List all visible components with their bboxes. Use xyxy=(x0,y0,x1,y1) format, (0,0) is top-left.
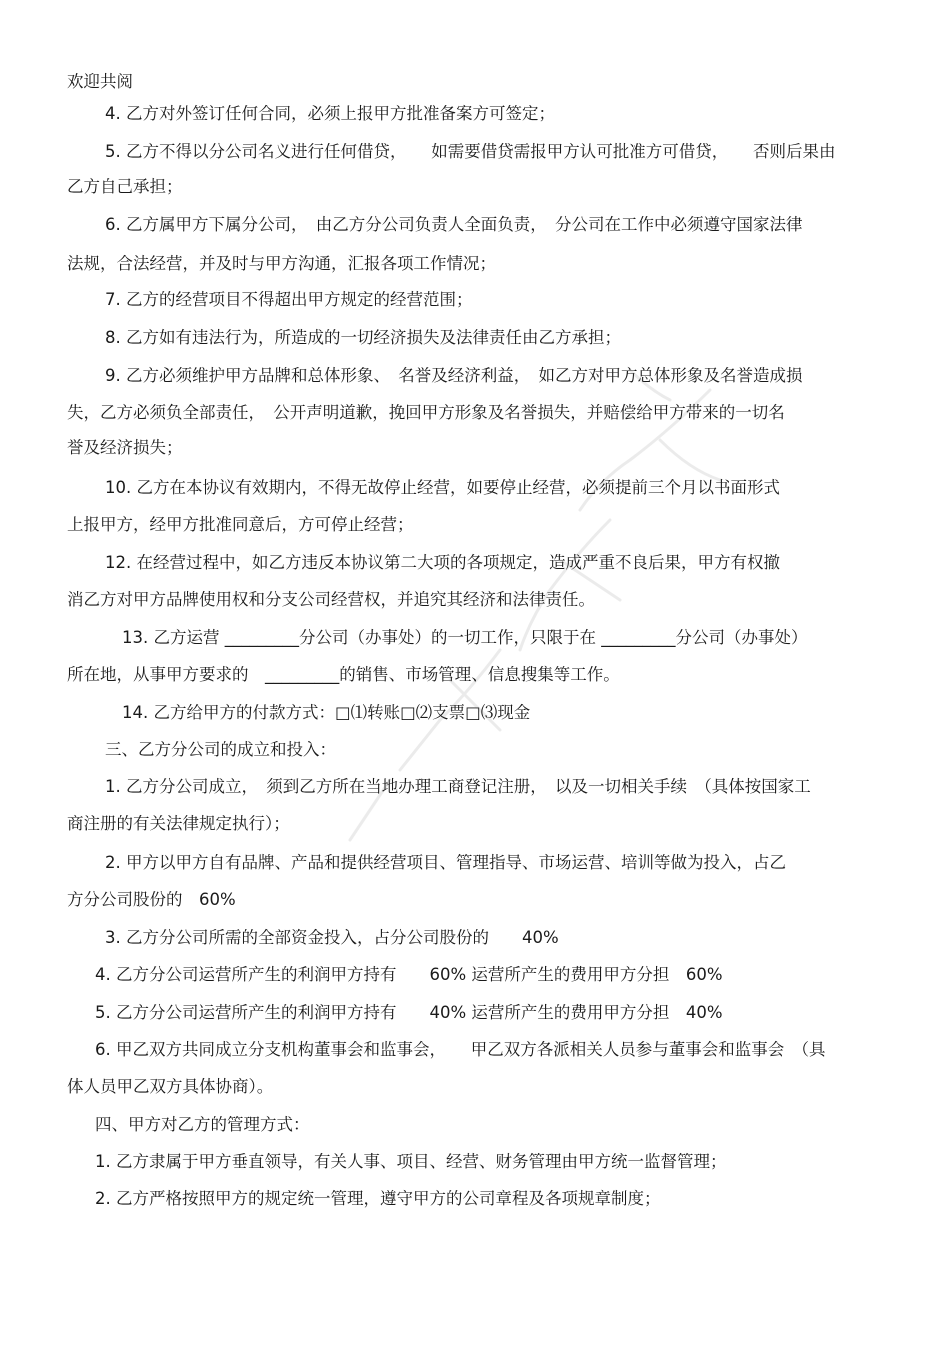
clause-line: 2. 甲方以甲方自有品牌、产品和提供经营项目、管理指导、市场运营、培训等做为投入，占乙 xyxy=(105,853,786,872)
clause-line: 4. 乙方对外签订任何合同，必须上报甲方批准备案方可签定； xyxy=(105,104,555,123)
clause-line: 4. 乙方分公司运营所产生的利润甲方持有 60% 运营所产生的费用甲方分担 60% xyxy=(95,965,723,984)
clause-line: 9. 乙方必须维护甲方品牌和总体形象、 名誉及经济利益， 如乙方对甲方总体形象及名誉造成损 xyxy=(105,366,803,385)
clause-line: 商注册的有关法律规定执行）； xyxy=(67,814,290,833)
clause-line: 12. 在经营过程中，如乙方违反本协议第二大项的各项规定，造成严重不良后果，甲方有权撤 xyxy=(105,553,780,572)
clause-line: 消乙方对甲方品牌使用权和分支公司经营权，并追究其经济和法律责任。 xyxy=(67,590,595,609)
clause-line: 方分公司股份的 60% xyxy=(67,890,236,909)
clause-line: 法规，合法经营，并及时与甲方沟通，汇报各项工作情况； xyxy=(67,254,496,273)
clause-line: 14. 乙方给甲方的付款方式：□⑴转账□⑵支票□⑶现金 xyxy=(122,703,531,722)
clause-line: 5. 乙方分公司运营所产生的利润甲方持有 40% 运营所产生的费用甲方分担 40% xyxy=(95,1003,723,1022)
clause-line: 2. 乙方严格按照甲方的规定统一管理，遵守甲方的公司章程及各项规章制度； xyxy=(95,1189,661,1208)
clause-line: 8. 乙方如有违法行为，所造成的一切经济损失及法律责任由乙方承担； xyxy=(105,328,621,347)
section-heading: 四、甲方对乙方的管理方式： xyxy=(95,1115,310,1134)
clause-line: 1. 乙方隶属于甲方垂直领导，有关人事、项目、经营、财务管理由甲方统一监督管理； xyxy=(95,1152,727,1171)
clause-line: 7. 乙方的经营项目不得超出甲方规定的经营范围； xyxy=(105,290,473,309)
clause-line: 5. 乙方不得以分公司名义进行任何借贷， 如需要借贷需报甲方认可批准方可借贷， 否则后果由 xyxy=(105,142,836,161)
clause-line: 1. 乙方分公司成立， 须到乙方所在当地办理工商登记注册， 以及一切相关手续 （具体按国家工 xyxy=(105,777,811,796)
clause-line: 3. 乙方分公司所需的全部资金投入，占分公司股份的 40% xyxy=(105,928,559,947)
clause-line: 13. 乙方运营 _________分公司（办事处）的一切工作，只限于在 _________分公司（办事处） xyxy=(122,628,808,647)
clause-line: 6. 甲乙双方共同成立分支机构董事会和监事会， 甲乙双方各派相关人员参与董事会和监事会 （具 xyxy=(95,1040,826,1059)
clause-line: 所在地，从事甲方要求的 _________的销售、市场管理、信息搜集等工作。 xyxy=(67,665,620,684)
clause-line: 6. 乙方属甲方下属分公司， 由乙方分公司负责人全面负责， 分公司在工作中必须遵守国家法律 xyxy=(105,215,803,234)
clause-line: 失，乙方必须负全部责任， 公开声明道歉，挽回甲方形象及名誉损失，并赔偿给甲方带来的一切名 xyxy=(67,403,785,422)
clause-line: 上报甲方，经甲方批准同意后，方可停止经营； xyxy=(67,515,414,534)
clause-line: 体人员甲乙双方具体协商）。 xyxy=(67,1077,274,1096)
page-header: 欢迎共阅 xyxy=(67,72,133,91)
clause-line: 誉及经济损失； xyxy=(67,438,183,457)
clause-line: 乙方自己承担； xyxy=(67,177,183,196)
section-heading: 三、乙方分公司的成立和投入： xyxy=(105,740,336,759)
clause-line: 10. 乙方在本协议有效期内，不得无故停止经营，如要停止经营，必须提前三个月以书面形式 xyxy=(105,478,780,497)
